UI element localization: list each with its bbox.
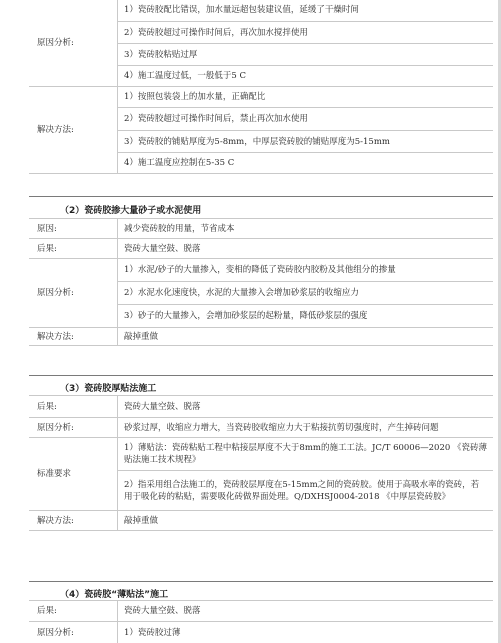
section3-analysis-value: 砂浆过厚，收缩应力增大，当瓷砖胶收缩应力大于粘接抗剪切强度时，产生掉砖问题 — [118, 418, 494, 438]
section2-analysis-item: 3）砂子的大量掺入，会增加砂浆层的起粉量，降低砂浆层的强度 — [118, 305, 494, 328]
section3-rule — [29, 375, 493, 376]
section1-analysis-key: 原因分析: — [29, 0, 118, 87]
section3-solution-value: 敲掉重做 — [118, 511, 494, 531]
section3-table — [29, 395, 493, 531]
section2-analysis-item: 2）水泥水化速度快，水泥的大量掺入会增加砂浆层的收缩应力 — [118, 282, 494, 305]
section1-solution-item: 2）瓷砖胶超过可操作时间后，禁止再次加水使用 — [118, 108, 494, 131]
section3-standard-item: 1）薄贴法：瓷砖粘贴工程中粘接层厚度不大于8mm的施工工法。JC/T 60006—2020 《瓷砖薄贴法施工技术规程》 — [118, 438, 494, 471]
section1-solution-item: 3）瓷砖胶的铺贴厚度为5-8mm，中厚层瓷砖胶的铺贴厚度为5-15mm — [118, 131, 494, 153]
section4-result-value: 瓷砖大量空鼓、脱落 — [118, 601, 494, 622]
section1-solution-item: 1）按照包装袋上的加水量，正确配比 — [118, 87, 494, 108]
section4-result-key: 后果: — [29, 601, 118, 622]
section3-standard-key: 标准要求 — [29, 438, 118, 511]
section4-rule — [29, 581, 493, 582]
section4-table — [29, 600, 493, 643]
section2-reason-key: 原因: — [29, 219, 118, 239]
section1-analysis-item: 3）瓷砖胶粘贴过厚 — [118, 44, 494, 66]
section1-solution-item: 4）施工温度应控制在5-35 C — [118, 153, 494, 174]
section3-solution-key: 解决方法: — [29, 511, 118, 531]
section2-solution-value: 敲掉重做 — [118, 328, 494, 346]
section3-analysis-key: 原因分析: — [29, 418, 118, 438]
section2-rule — [29, 196, 493, 197]
section2-solution-key: 解决方法: — [29, 328, 118, 346]
section1-solution-key: 解决方法: — [29, 87, 118, 174]
section2-result-key: 后果: — [29, 239, 118, 259]
section3-result-value: 瓷砖大量空鼓、脱落 — [118, 396, 494, 418]
section2-title: （2）瓷砖胶掺大量砂子或水泥使用 — [60, 206, 202, 216]
section2-reason-value: 减少瓷砖胶的用量，节省成本 — [118, 219, 494, 239]
section2-result-value: 瓷砖大量空鼓、脱落 — [118, 239, 494, 259]
section2-analysis-item: 1）水泥/砂子的大量掺入，变相的降低了瓷砖胶内胶粉及其他组分的掺量 — [118, 259, 494, 282]
section4-title: （4）瓷砖胶“薄贴法”施工 — [60, 590, 169, 600]
section1-analysis-item: 4）施工温度过低，一般低于5 C — [118, 66, 494, 87]
section3-standard-item: 2）指采用组合法施工的，瓷砖胶层厚度在5-15mm之间的瓷砖胶。使用于高吸水率的瓷砖，若用于吸化砖的粘贴，需要吸化砖做界面处理。Q/DXHSJ0004-2018 《中厚层瓷砖胶》 — [118, 471, 494, 511]
section1-analysis-item: 1）瓷砖胶配比错误，加水量远超包装建议值，延缓了干燥时间 — [118, 0, 494, 22]
section2-table — [29, 218, 493, 346]
section3-title: （3）瓷砖胶厚贴法施工 — [60, 384, 157, 394]
section1-table — [29, 0, 493, 174]
section4-analysis-key: 原因分析: — [29, 622, 118, 643]
section1-analysis-item: 2）瓷砖胶超过可操作时间后，再次加水搅拌使用 — [118, 22, 494, 44]
section2-analysis-key: 原因分析: — [29, 259, 118, 328]
section3-result-key: 后果: — [29, 396, 118, 418]
section4-analysis-item: 1）瓷砖胶过薄 — [118, 622, 494, 643]
